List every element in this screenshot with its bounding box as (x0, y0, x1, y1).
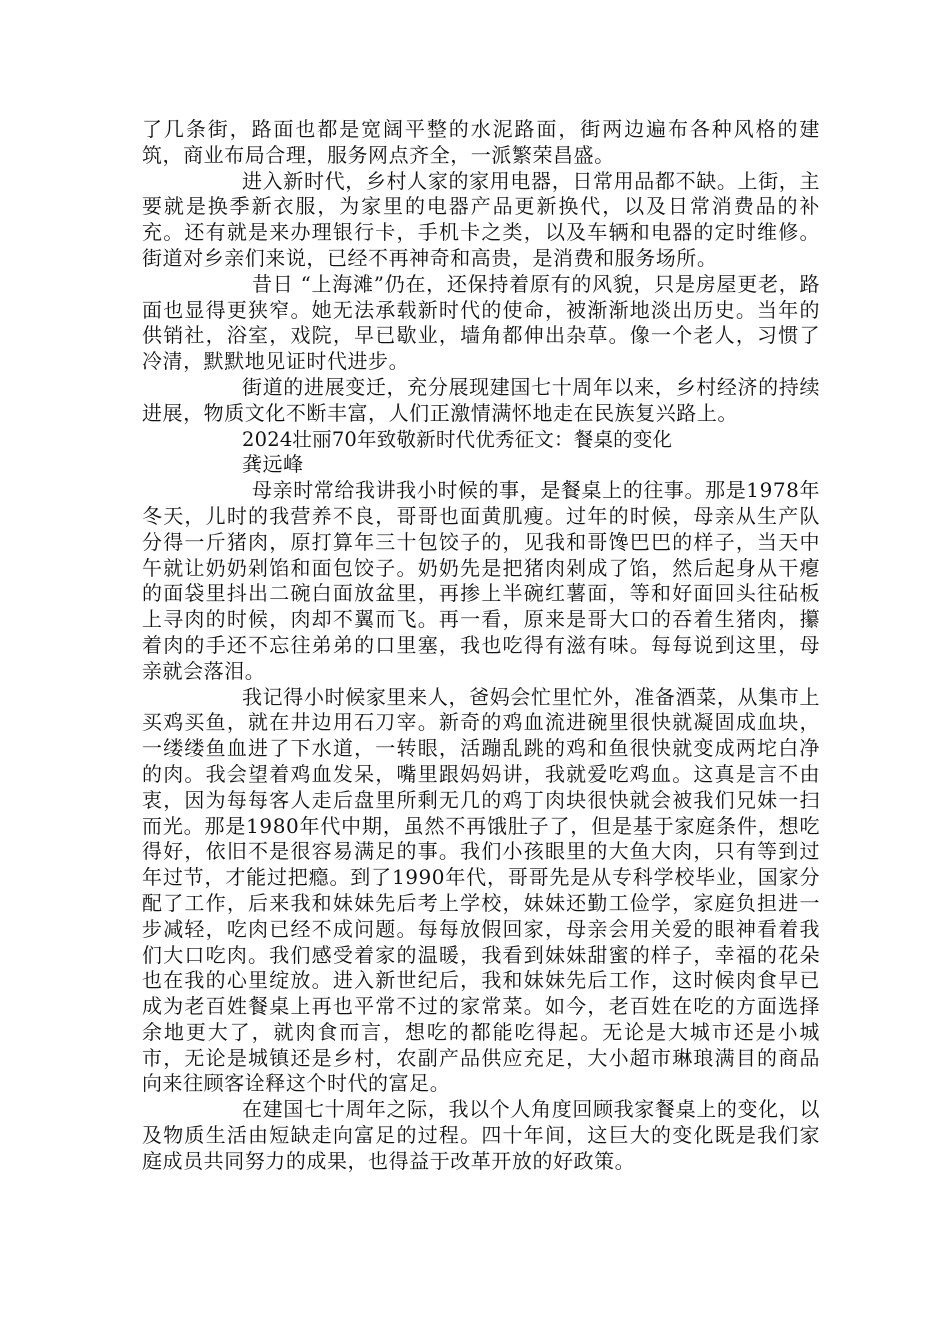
paragraph-new-era: 进入新时代，乡村人家的家用电器，日常用品都不缺。上街，主要就是换季新衣服，为家里的电器产品更新换代，以及日常消费品的补充。还有就是来办理银行卡，手机卡之类，以及车辆和电器的定时维修。街道对乡亲们来说，已经不再神奇和高贵，是消费和服务场所。 (142, 168, 820, 270)
paragraph-street-progress: 街道的进展变迁，充分展现建国七十周年以来，乡村经济的持续进展，物质文化不断丰富，人们正激情满怀地走在民族复兴路上。 (142, 374, 820, 425)
paragraph-childhood-memories: 我记得小时候家里来人，爸妈会忙里忙外，准备酒菜，从集市上买鸡买鱼，就在井边用石刀宰。新奇的鸡血流进碗里很快就凝固成血块，一缕缕鱼血进了下水道，一转眼，活蹦乱跳的鸡和鱼很快就变成两坨白净的肉。我会望着鸡血发呆，嘴里跟妈妈讲，我就爱吃鸡血。这真是言不由衷，因为每每客人走后盘里所剩无几的鸡丁肉块很快就会被我们兄妹一扫而光。那是1980年代中期，虽然不再饿肚子了，但是基于家庭条件，想吃得好，依旧不是很容易满足的事。我们小孩眼里的大鱼大肉，只有等到过年过节，才能过把瘾。到了1990年代，哥哥先是从专科学校毕业，国家分配了工作，后来我和妹妹先后考上学校，妹妹还勤工俭学，家庭负担进一步减轻，吃肉已经不成问题。每每放假回家，母亲会用关爱的眼神看着我们大口吃肉。我们感受着家的温暖，我看到妹妹甜蜜的样子，幸福的花朵也在我的心里绽放。进入新世纪后，我和妹妹先后工作，这时候肉食早已成为老百姓餐桌上再也平常不过的家常菜。如今，老百姓在吃的方面选择余地更大了，就肉食而言，想吃的都能吃得起。无论是大城市还是小城市，无论是城镇还是乡村，农副产品供应充足，大小超市琳琅满目的商品向来往顾客诠释这个时代的富足。 (142, 684, 820, 1096)
paragraph-conclusion: 在建国七十周年之际，我以个人角度回顾我家餐桌上的变化，以及物质生活由短缺走向富足的过程。四十年间，这巨大的变化既是我们家庭成员共同努力的成果，也得益于改革开放的好政策。 (142, 1097, 820, 1173)
article-title: 2024壮丽70年致敬新时代优秀征文：餐桌的变化 (242, 427, 673, 451)
paragraph-mother-story: 母亲时常给我讲我小时候的事，是餐桌上的往事。那是1978年冬天，儿时的我营养不良，哥哥也面黄肌瘦。过年的时候，母亲从生产队分得一斤猪肉，原打算年三十包饺子的，见我和哥馋巴巴的样子，当天中午就让奶奶剁馅和面包饺子。奶奶先是把猪肉剁成了馅，然后起身从干瘪的面袋里抖出二碗白面放盆里，再掺上半碗红薯面，等和好面回头往砧板上寻肉的时候，肉却不翼而飞。再一看，原来是哥大口的吞着生猪肉，攥着肉的手还不忘往弟弟的口里塞，我也吃得有滋有味。每每说到这里，母亲就会落泪。 (142, 478, 820, 683)
paragraph-old-shanghai-tan: 昔日 “上海滩”仍在，还保持着原有的风貌，只是房屋更老，路面也显得更狭窄。她无法承载新时代的使命，被渐渐地淡出历史。当年的供销社，浴室，戏院，早已歇业，墙角都伸出杂草。像一个老人，习惯了冷清，默默地见证时代进步。 (142, 271, 820, 374)
document-page (142, 117, 820, 1175)
article-author: 龚远峰 (242, 452, 304, 477)
paragraph-street-continuation: 了几条街，路面也都是宽阔平整的水泥路面，街两边遍布各种风格的建筑，商业布局合理，服务网点齐全，一派繁荣昌盛。 (142, 117, 820, 167)
